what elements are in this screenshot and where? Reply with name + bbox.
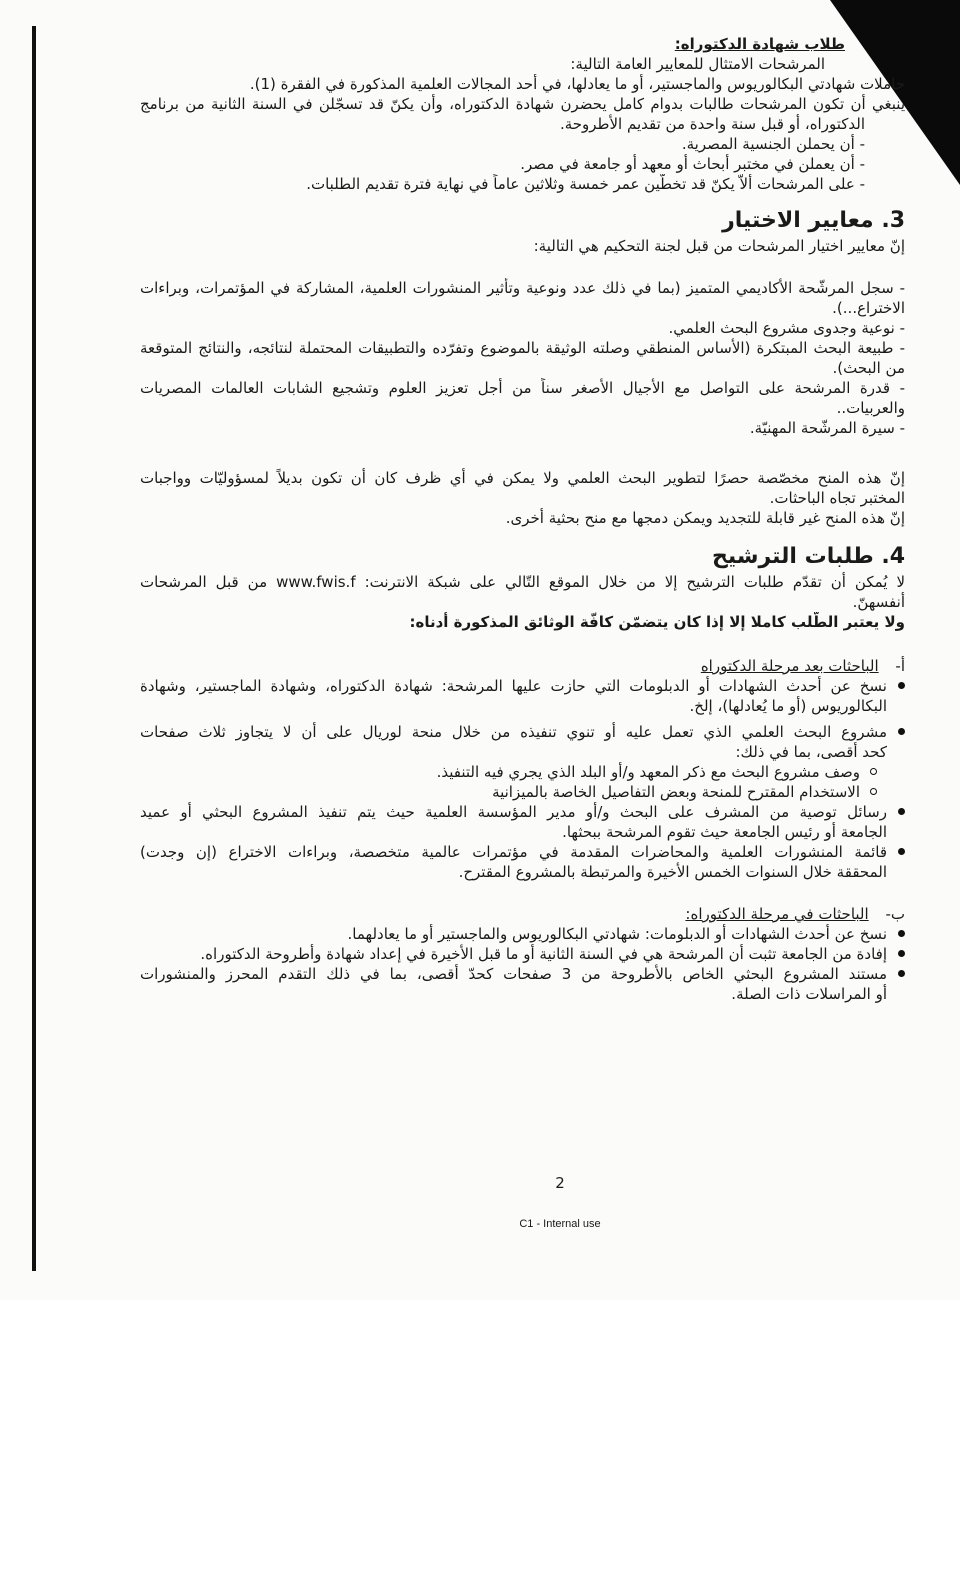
section-a-heading [140, 656, 905, 676]
bullet-icon [898, 808, 905, 815]
section-b-label: ب- [885, 905, 905, 923]
section-b-title: الباحثات في مرحلة الدكتوراه: [685, 905, 869, 923]
section-4-para-1a: لا يُمكن أن تقدّم طلبات الترشيح إلا من خلال الموقع التّالي على شبكة الانترنت: www.fwis.f من قبل المرشحات [140, 573, 905, 591]
item-a2-sub-2: الاستخدام المقترح للمنحة وبعض التفاصيل الخاصة بالميزانية [492, 783, 860, 801]
eligibility-4: - أن يعملن في مختبر أبحاث أو معهد أو جامعة في مصر. [520, 155, 865, 173]
item-a2-sub-1: وصف مشروع البحث مع ذكر المعهد و/أو البلد الذي يجري فيه التنفيذ. [436, 763, 860, 781]
section-b-heading [140, 904, 905, 924]
sub-list-item [140, 762, 905, 782]
bullet-icon [898, 950, 905, 957]
criterion-3a: - طبيعة البحث المبتكرة (الأساس المنطقي وصلته الوثيقة بالموضوع وتفرّده والتطبيقات المحتملة لنتائجه، والنتائج المتوقعة [140, 339, 905, 357]
eligibility-2b: الدكتوراه، أو قبل سنة واحدة من تقديم الأطروحة. [559, 115, 865, 133]
list-item [140, 964, 905, 1004]
item-a3-line-1: رسائل توصية من المشرف على البحث و/أو مدير المؤسسة العلمية حيث يتم تنفيذ المشروع البحثي أو عميد [140, 803, 887, 821]
section-3-intro: إنّ معايير اختيار المرشحات من قبل لجنة التحكيم هي التالية: [533, 237, 905, 255]
note-1b: المختبر تجاه الباحثات. [769, 489, 905, 507]
section-3-title: 3. معايير الاختيار [722, 208, 905, 233]
item-b3-line-1: مستند المشروع البحثي الخاص بالأطروحة من 3 صفحات كحدّ أقصى، بما في ذلك التقدم المحرز والمنشورات [140, 965, 887, 983]
criterion-3b: من البحث). [832, 359, 905, 377]
list-item [140, 944, 905, 964]
header-line-2: المرشحات الامتثال للمعايير العامة التالية: [570, 55, 825, 73]
header-line-1: طلاب شهادة الدكتوراه: [674, 35, 845, 53]
item-b3-line-2: أو المراسلات ذات الصلة. [731, 985, 887, 1003]
bullet-icon [898, 970, 905, 977]
criterion-4a: - قدرة المرشحة على التواصل مع الأجيال الأصغر سناً من أجل تعزيز العلوم وتشجيع الشابات العالمات المصريات [140, 379, 905, 397]
page-left-border [32, 26, 36, 1271]
item-b1: نسخ عن أحدث الشهادات أو الدبلومات: شهادتي البكالوريوس والماجستير أو ما يعادلهما. [347, 925, 887, 943]
bullet-icon [898, 848, 905, 855]
bullet-icon [898, 682, 905, 689]
criterion-2: - نوعية وجدوى مشروع البحث العلمي. [668, 319, 905, 337]
list-item [140, 842, 905, 882]
item-a4-line-1: قائمة المنشورات العلمية والمحاضرات المقدمة في مؤتمرات عالمية متخصصة، وبراءات الاختراع (إن وجدت) [140, 843, 887, 861]
criterion-1b: الاختراع...). [832, 299, 905, 317]
item-a1-line-1: نسخ عن أحدث الشهادات أو الدبلومات التي حازت عليها المرشحة: شهادة الدكتوراه، وشهادة الماجستير، وشهادة [140, 677, 887, 695]
item-a4-line-2: المحققة خلال السنوات الخمس الأخيرة والمرتبطة بالمشروع المقترح. [458, 863, 887, 881]
item-b2: إفادة من الجامعة تثبت أن المرشحة هي في السنة الثانية أو ما قبل الأخيرة في إعداد شهادة وأطروحة الدكتوراه. [200, 945, 887, 963]
circle-bullet-icon [870, 788, 877, 795]
item-a1-line-2: البكالوريوس (أو ما يُعادلها)، إلخ. [689, 697, 887, 715]
section-4-para-1b: أنفسهنّ. [852, 593, 905, 611]
criterion-4b: والعربيات.. [836, 399, 905, 417]
section-a-title: الباحثات بعد مرحلة الدكتوراه [700, 657, 879, 675]
note-2: إنّ هذه المنح غير قابلة للتجديد ويمكن دمجها مع منح بحثية أخرى. [505, 509, 905, 527]
note-1a: إنّ هذه المنح مخصّصة حصرًا لتطوير البحث العلمي ولا يمكن في أي ظرف كان أن تكون بديلاً لمسؤوليّات وواجبات [140, 469, 905, 487]
section-4-title: 4. طلبات الترشيح [712, 544, 905, 569]
list-item [140, 802, 905, 842]
criterion-1a: - سجل المرشّحة الأكاديمي المتميز (بما في ذلك عدد ونوعية وتأثير المنشورات العلمية، المشاركة في المؤتمرات، وبراءات [140, 279, 905, 297]
sub-list-item [140, 782, 905, 802]
page-number: 2 [555, 1174, 565, 1192]
classification-footer: C1 - Internal use [519, 1218, 601, 1230]
eligibility-2a: ينبغي أن تكون المرشحات طالبات بدوام كامل يحضرن شهادة الدكتوراه، وأن يكنّ قد تسجّلن في السنة الثانية من برنامج [140, 95, 905, 113]
eligibility-1: حاملات شهادتي البكالوريوس والماجستير، أو ما يعادلها، في أحد المجالات العلمية المذكورة في الفقرة (1). [249, 75, 905, 93]
list-item [140, 924, 905, 944]
section-a-label: أ- [895, 657, 905, 675]
eligibility-3: - أن يحملن الجنسية المصرية. [681, 135, 865, 153]
bullet-icon [898, 930, 905, 937]
criterion-5: - سيرة المرشّحة المهنيّة. [749, 419, 905, 437]
list-item [140, 722, 905, 762]
list-item [140, 676, 905, 716]
eligibility-5: - على المرشحات ألاّ يكنّ قد تخطّين عمر خمسة وثلاثين عاماً في نهاية فترة تقديم الطلبات. [306, 175, 865, 193]
section-4-para-2: ولا يعتبر الطّلب كاملا إلا إذا كان يتضمّن كافّة الوثائق المذكورة أدناه: [409, 613, 905, 631]
bullet-icon [898, 728, 905, 735]
item-a2-line-1: مشروع البحث العلمي الذي تعمل عليه أو تنوي تنفيذه من خلال منحة لوريال على أن لا يتجاوز ثلاث صفحات [140, 723, 887, 741]
circle-bullet-icon [870, 768, 877, 775]
item-a3-line-2: الجامعة أو رئيس الجامعة حيث تقوم المرشحة ببحثها. [562, 823, 887, 841]
item-a2-line-2: كحد أقصى، بما في ذلك: [735, 743, 887, 761]
document-body [140, 34, 905, 1004]
